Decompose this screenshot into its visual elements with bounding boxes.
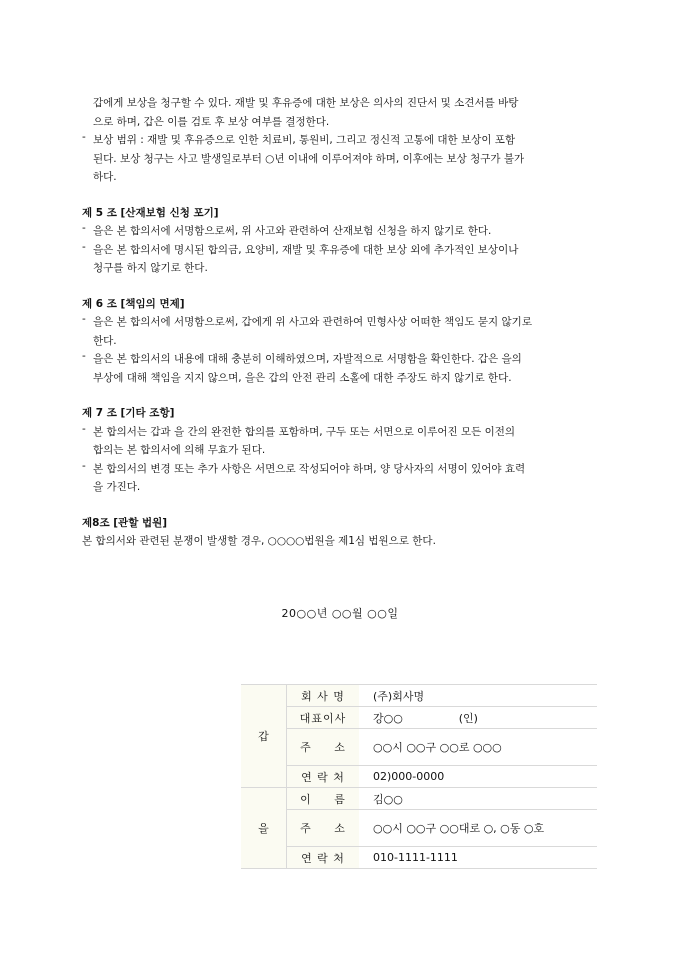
article-bullet	[82, 313, 602, 350]
bullet-line: 을은 본 합의서에 서명함으로써, 위 사고와 관련하여 산재보험 신청을 하지 않기로 한다.	[93, 225, 492, 237]
bullet-dash: -	[82, 222, 86, 234]
bullet-dash: -	[82, 131, 86, 143]
bullet-line: 청구를 하지 않기로 한다.	[93, 262, 208, 274]
bullet-line: 을은 본 합의서에 서명함으로써, 갑에게 위 사고와 관련하여 민형사상 어떠한 책임도 묻지 않기로	[93, 316, 532, 328]
document-body	[82, 94, 602, 551]
article-6-title: 제 6 조 [책임의 면제]	[82, 297, 185, 310]
bullet-line: 된다. 보상 청구는 사고 발생일로부터 ○년 이내에 이루어져야 하며, 이후에는 보상 청구가 불가	[93, 152, 525, 165]
bullet-line: 을은 본 합의서에 명시된 합의금, 요양비, 재발 및 후유증에 대한 보상 외에 추가적인 보상이나	[93, 243, 519, 256]
article-bullet	[82, 241, 602, 278]
bullet-line: 합의는 본 합의서에 의해 무효가 된다.	[93, 444, 266, 456]
bullet-line: 을 가진다.	[93, 481, 141, 493]
article-7-title: 제 7 조 [기타 조항]	[82, 407, 175, 419]
bullet-dash: -	[82, 350, 86, 362]
bullet-line: 본 합의서는 갑과 을 간의 완전한 합의를 포함하며, 구두 또는 서면으로 이루어진 모든 이전의	[93, 425, 516, 438]
row-label: 회 사 명	[287, 685, 360, 707]
article-bullet	[82, 350, 602, 387]
bullet-dash: -	[82, 459, 86, 472]
bullet-line: 하다.	[93, 171, 117, 183]
party-b-label: 을	[241, 788, 287, 869]
row-label: 주 소	[287, 810, 360, 847]
row-value: 010-1111-1111	[359, 847, 597, 869]
intro-bullet	[82, 131, 602, 187]
article-bullet	[82, 423, 602, 460]
bullet-dash: -	[82, 313, 86, 325]
party-a-label: 갑	[241, 685, 287, 788]
row-value: 강○○ (인)	[359, 707, 597, 729]
article-bullet	[82, 460, 602, 497]
row-value: ○○시 ○○구 ○○대로 ○, ○동 ○호	[359, 810, 597, 847]
bullet-line: 한다.	[93, 334, 117, 347]
row-value: ○○시 ○○구 ○○로 ○○○	[359, 729, 597, 766]
intro-line: 으로 하며, 갑은 이를 검토 후 보상 여부를 결정한다.	[93, 115, 330, 128]
article-5-title: 제 5 조 [산재보험 신청 포기]	[82, 206, 219, 219]
row-label: 연 락 처	[287, 847, 360, 869]
bullet-line: 보상 범위 : 재발 및 후유증으로 인한 치료비, 통원비, 그리고 정신적 고통에 대한 보상이 포함	[93, 134, 516, 146]
row-value: 김○○	[359, 788, 597, 810]
bullet-dash: -	[82, 422, 86, 435]
row-label: 대표이사	[287, 707, 360, 729]
row-label: 주 소	[287, 729, 360, 766]
row-value: (주)회사명	[359, 685, 597, 707]
article-bullet	[82, 222, 602, 241]
intro-line: 갑에게 보상을 청구할 수 있다. 재발 및 후유증에 대한 보상은 의사의 진단서 및 소견서를 바탕	[93, 97, 519, 109]
bullet-dash: -	[82, 240, 86, 253]
signing-date: 20○○년 ○○월 ○○일	[281, 607, 399, 620]
bullet-line: 을은 본 합의서의 내용에 대해 충분히 이해하였으며, 자발적으로 서명함을 확인한다. 갑은 을의	[93, 353, 522, 365]
bullet-line: 부상에 대해 책임을 지지 않으며, 을은 갑의 안전 관리 소홀에 대한 주장도 하지 않기로 한다.	[93, 371, 512, 384]
signature-table	[241, 684, 597, 869]
article-8-title: 제8조 [관할 법원]	[82, 516, 168, 529]
row-label: 이 름	[287, 788, 360, 810]
bullet-line: 본 합의서의 변경 또는 추가 사항은 서면으로 작성되어야 하며, 양 당사자의 서명이 있어야 효력	[93, 462, 526, 475]
row-value: 02)000-0000	[359, 766, 597, 788]
article-8-text: 본 합의서와 관련된 분쟁이 발생할 경우, ○○○○법원을 제1심 법원으로 한다.	[82, 535, 436, 547]
row-label: 연 락 처	[287, 766, 360, 788]
